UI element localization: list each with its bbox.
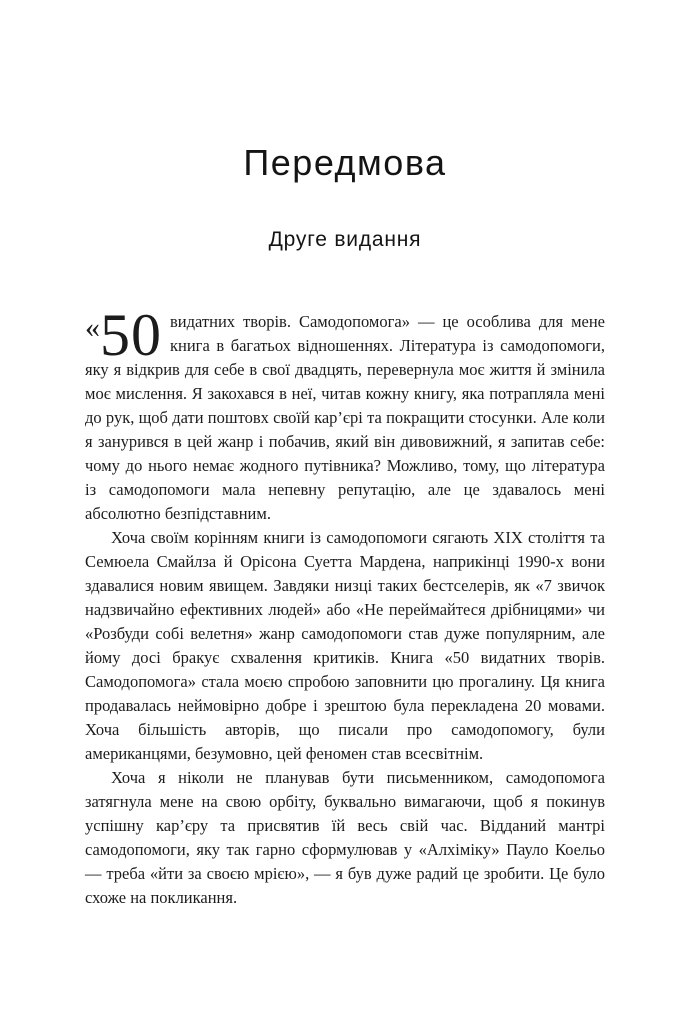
page-subtitle: Друге видання (268, 228, 422, 251)
page-title: Передмова (243, 142, 447, 183)
body-text (85, 302, 605, 910)
drop-cap (85, 302, 162, 368)
drop-cap-quote-mark: « (85, 311, 100, 344)
paragraph-text: видатних творів. Самодопомога» — це особлива для мене книга в багатьох відношеннях. Література із самодопомоги, яку я відкрив для себе в свої двадцять, перевернула моє життя й змінила моє мислення. Я закохався в неї, читав кожну книгу, яка потрапляла мені до рук, щоб дати поштовх своїй кар’єрі та покращити стосунки. Але коли я занурився в цей жанр і побачив, який він дивовижний, я запитав себе: чому до нього немає жодного путівника? Можливо, тому, що література із самодопомоги мала непевну репутацію, але це здавалось мені абсолютно безпідставним. (85, 312, 605, 523)
paragraph: Хоча я ніколи не планував бути письменником, самодопомога затягнула мене на свою орбіту, буквально вимагаючи, щоб я покинув успішну кар’єру та присвятив їй весь свій час. Відданий мантрі самодопомоги, яку так гарно сформулював у «Алхіміку» Пауло Коельо — треба «йти за своєю мрією», — я був дуже радий це зробити. Це було схоже на покликання. (85, 768, 605, 907)
paragraph-first (85, 302, 605, 526)
paragraph: Хоча своїм корінням книги із самодопомоги сягають XIX століття та Семюела Смайлза й Орісона Суетта Мардена, наприкінці 1990-х вони здавалися новим явищем. Завдяки низці таких бестселерів, як «7 звичок надзвичайно ефективних людей» або «Не переймайтеся дрібницями» чи «Розбуди собі велетня» жанр самодопомоги став дуже популярним, але йому досі бракує схвалення критиків. Книга «50 видатних творів. Самодопомога» стала моєю спробою заповнити цю прогалину. Ця книга продавалась неймовірно добре і зрештою була перекладена 20 мовами. Хоча більшість авторів, що писали про самодопомогу, були американцями, безумовно, цей феномен став всесвітнім. (85, 528, 605, 763)
drop-cap-number: 50 (100, 302, 162, 368)
